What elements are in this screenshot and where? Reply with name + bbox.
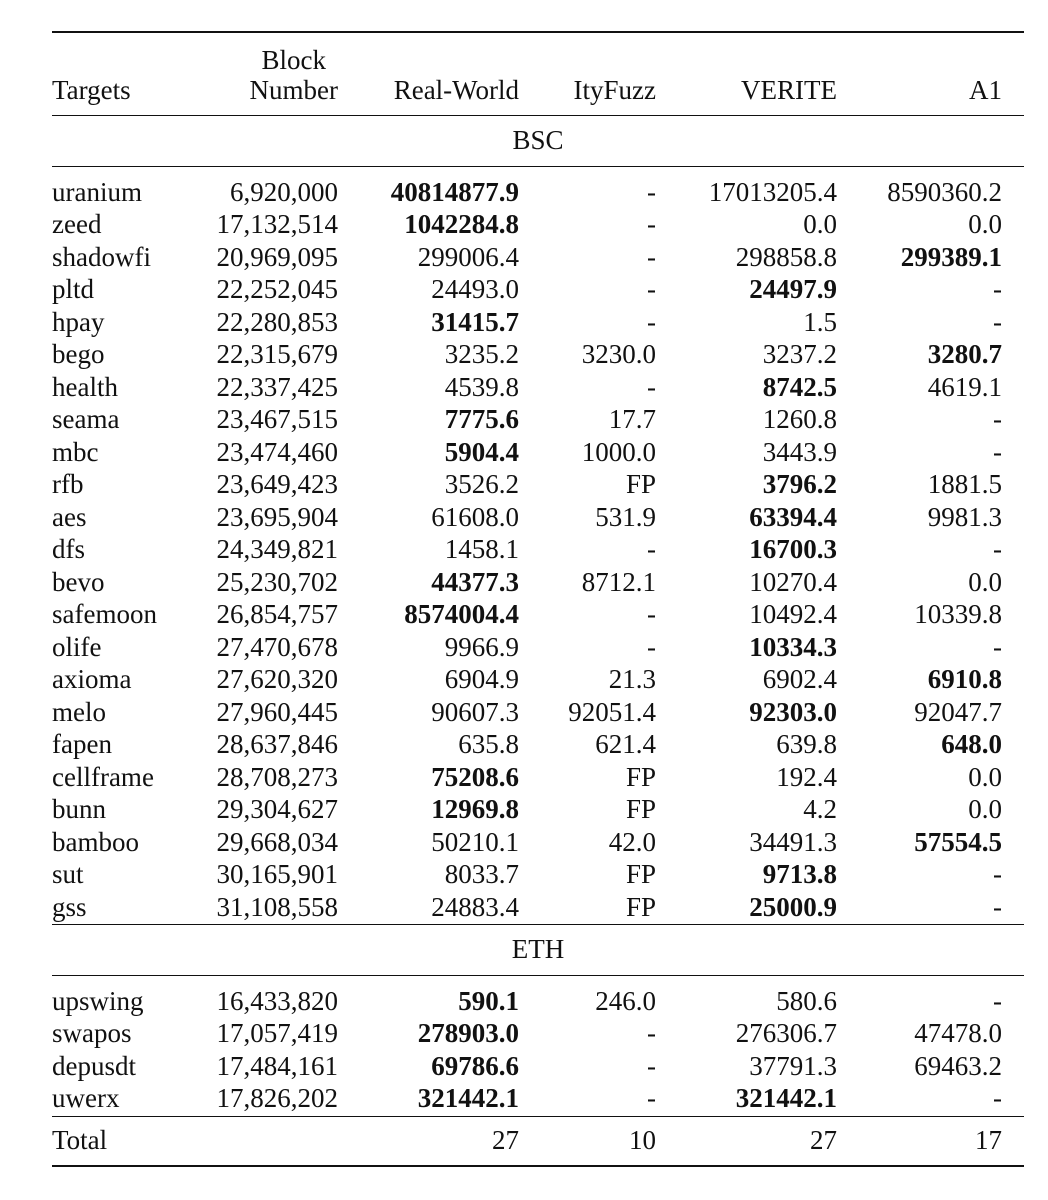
table-row [52, 793, 1024, 826]
cell-target: olife [52, 631, 102, 662]
table-row [52, 631, 1024, 664]
cell-block-number: 22,337,425 [216, 371, 338, 402]
cell-verite: 34491.3 [749, 826, 837, 857]
table-row [52, 566, 1024, 599]
cell-a1: 92047.7 [914, 696, 1002, 727]
cell-ityfuzz: - [647, 1018, 656, 1048]
cell-real-world: 1042284.8 [404, 209, 519, 239]
cell-real-world: 9966.9 [444, 631, 519, 662]
cell-a1: - [993, 859, 1002, 889]
cell-block-number: 23,467,515 [216, 404, 338, 434]
cell-verite: 10334.3 [749, 631, 837, 662]
header-verite: VERITE [741, 75, 837, 105]
cell-a1: 0.0 [968, 794, 1002, 824]
cell-ityfuzz: FP [625, 859, 656, 889]
table-row [52, 306, 1024, 339]
cell-a1: - [993, 631, 1002, 662]
cell-verite: 17013205.4 [708, 176, 837, 207]
cell-target: gss [52, 891, 87, 922]
cell-verite: 3796.2 [762, 469, 837, 499]
cell-target: uranium [52, 176, 142, 207]
cell-block-number: 26,854,757 [216, 599, 338, 629]
cell-target: bevo [52, 566, 105, 597]
table-row [52, 696, 1024, 729]
table-body [52, 116, 1024, 1167]
header-a1: A1 [969, 75, 1002, 105]
cell-target: safemoon [52, 599, 157, 629]
cell-a1: - [993, 306, 1002, 337]
cell-ityfuzz: 621.4 [595, 729, 656, 759]
table-row [52, 728, 1024, 761]
table-row [52, 166, 1024, 208]
cell-a1: 57554.5 [914, 826, 1002, 857]
table-row [52, 663, 1024, 696]
cell-real-world: 3235.2 [444, 339, 519, 369]
cell-block-number: 17,484,161 [216, 1050, 338, 1081]
total-ityfuzz: 10 [629, 1124, 656, 1155]
cell-block-number: 17,132,514 [216, 209, 338, 239]
cell-ityfuzz: - [647, 306, 656, 337]
total-label: Total [52, 1124, 108, 1155]
total-real-world: 27 [492, 1124, 519, 1155]
cell-target: sut [52, 859, 84, 889]
cell-real-world: 69786.6 [431, 1050, 519, 1081]
cell-target: pltd [52, 274, 95, 304]
cell-block-number: 31,108,558 [216, 891, 338, 922]
cell-verite: 1.5 [803, 306, 837, 337]
cell-block-number: 22,280,853 [216, 306, 338, 337]
cell-verite: 16700.3 [749, 534, 837, 564]
cell-verite: 639.8 [776, 729, 837, 759]
table-row [52, 208, 1024, 241]
header-row [52, 32, 1024, 116]
cell-verite: 24497.9 [749, 274, 837, 304]
cell-ityfuzz: 42.0 [608, 826, 656, 857]
cell-block-number: 17,826,202 [216, 1083, 338, 1113]
cell-verite: 25000.9 [749, 891, 837, 922]
cell-real-world: 635.8 [458, 729, 519, 759]
cell-ityfuzz: - [647, 371, 656, 402]
cell-block-number: 16,433,820 [216, 985, 338, 1016]
cell-a1: 9981.3 [927, 501, 1002, 532]
header-ityfuzz: ItyFuzz [573, 75, 656, 105]
cell-target: fapen [52, 729, 112, 759]
cell-target: aes [52, 501, 87, 532]
cell-verite: 92303.0 [749, 696, 837, 727]
cell-real-world: 31415.7 [431, 306, 519, 337]
cell-a1: - [993, 1083, 1002, 1113]
cell-ityfuzz: - [647, 534, 656, 564]
cell-verite: 63394.4 [749, 501, 837, 532]
cell-target: seama [52, 404, 120, 434]
cell-target: axioma [52, 664, 132, 694]
cell-block-number: 23,649,423 [216, 469, 338, 499]
cell-block-number: 30,165,901 [216, 859, 338, 889]
total-block-empty [192, 1116, 338, 1166]
header-block-line2: Number [249, 75, 338, 105]
table-row [52, 826, 1024, 859]
cell-a1: - [993, 404, 1002, 434]
cell-real-world: 50210.1 [431, 826, 519, 857]
cell-a1: 1881.5 [927, 469, 1002, 499]
cell-ityfuzz: FP [625, 794, 656, 824]
cell-ityfuzz: 8712.1 [581, 566, 656, 597]
cell-verite: 580.6 [776, 985, 837, 1016]
cell-a1: - [993, 891, 1002, 922]
cell-ityfuzz: 21.3 [608, 664, 656, 694]
cell-block-number: 27,960,445 [216, 696, 338, 727]
cell-verite: 9713.8 [762, 859, 837, 889]
total-a1: 17 [975, 1124, 1002, 1155]
cell-target: upswing [52, 985, 144, 1016]
cell-ityfuzz: FP [625, 761, 656, 792]
table-row [52, 403, 1024, 436]
cell-real-world: 40814877.9 [390, 176, 519, 207]
cell-ityfuzz: 1000.0 [581, 436, 656, 467]
cell-target: dfs [52, 534, 85, 564]
cell-a1: 648.0 [941, 729, 1002, 759]
table-row [52, 371, 1024, 404]
cell-a1: - [993, 534, 1002, 564]
cell-block-number: 23,474,460 [216, 436, 338, 467]
cell-ityfuzz: 246.0 [595, 985, 656, 1016]
cell-block-number: 27,470,678 [216, 631, 338, 662]
cell-verite: 3443.9 [762, 436, 837, 467]
cell-target: mbc [52, 436, 99, 467]
cell-a1: 0.0 [968, 209, 1002, 239]
table-row [52, 468, 1024, 501]
cell-block-number: 28,637,846 [216, 729, 338, 759]
cell-block-number: 22,315,679 [216, 339, 338, 369]
cell-target: cellframe [52, 761, 154, 792]
cell-ityfuzz: 92051.4 [568, 696, 656, 727]
cell-target: melo [52, 696, 106, 727]
cell-ityfuzz: - [647, 599, 656, 629]
cell-block-number: 25,230,702 [216, 566, 338, 597]
cell-verite: 0.0 [803, 209, 837, 239]
cell-target: swapos [52, 1018, 132, 1048]
table-row [52, 975, 1024, 1017]
cell-target: bunn [52, 794, 106, 824]
cell-a1: 4619.1 [927, 371, 1002, 402]
results-table-container [52, 31, 1024, 1167]
cell-verite: 321442.1 [735, 1083, 837, 1113]
cell-real-world: 278903.0 [417, 1018, 519, 1048]
cell-a1: 0.0 [968, 761, 1002, 792]
cell-verite: 4.2 [803, 794, 837, 824]
cell-block-number: 24,349,821 [216, 534, 338, 564]
header-block-line1: Block [261, 45, 326, 75]
cell-real-world: 8574004.4 [404, 599, 519, 629]
cell-real-world: 6904.9 [444, 664, 519, 694]
cell-verite: 3237.2 [762, 339, 837, 369]
cell-ityfuzz: 17.7 [608, 404, 656, 434]
cell-verite: 10270.4 [749, 566, 837, 597]
section-header-row [52, 925, 1024, 976]
cell-real-world: 1458.1 [444, 534, 519, 564]
cell-target: shadowfi [52, 241, 151, 272]
cell-verite: 192.4 [776, 761, 837, 792]
table-row [52, 338, 1024, 371]
cell-block-number: 17,057,419 [216, 1018, 338, 1048]
cell-ityfuzz: - [647, 1083, 656, 1113]
cell-block-number: 27,620,320 [216, 664, 338, 694]
cell-a1: 8590360.2 [887, 176, 1002, 207]
cell-target: health [52, 371, 118, 402]
table-row [52, 533, 1024, 566]
total-row [52, 1116, 1024, 1166]
cell-block-number: 20,969,095 [216, 241, 338, 272]
cell-target: zeed [52, 209, 102, 239]
cell-ityfuzz: - [647, 274, 656, 304]
cell-verite: 8742.5 [762, 371, 837, 402]
cell-a1: 47478.0 [914, 1018, 1002, 1048]
section-label: ETH [511, 934, 565, 964]
cell-a1: 3280.7 [927, 339, 1002, 369]
cell-target: rfb [52, 469, 84, 499]
cell-a1: 6910.8 [927, 664, 1002, 694]
cell-block-number: 29,304,627 [216, 794, 338, 824]
cell-real-world: 44377.3 [431, 566, 519, 597]
cell-real-world: 75208.6 [431, 761, 519, 792]
cell-block-number: 29,668,034 [216, 826, 338, 857]
cell-real-world: 590.1 [458, 985, 519, 1016]
cell-ityfuzz: - [647, 631, 656, 662]
cell-real-world: 4539.8 [444, 371, 519, 402]
cell-a1: 0.0 [968, 566, 1002, 597]
cell-real-world: 61608.0 [431, 501, 519, 532]
cell-a1: 299389.1 [900, 241, 1002, 272]
cell-target: bamboo [52, 826, 139, 857]
cell-verite: 276306.7 [735, 1018, 837, 1048]
cell-ityfuzz: 3230.0 [581, 339, 656, 369]
section-header-row [52, 116, 1024, 167]
cell-real-world: 7775.6 [444, 404, 519, 434]
cell-real-world: 321442.1 [417, 1083, 519, 1113]
table-row [52, 598, 1024, 631]
cell-verite: 298858.8 [735, 241, 837, 272]
cell-real-world: 5904.4 [444, 436, 519, 467]
cell-ityfuzz: - [647, 176, 656, 207]
cell-a1: - [993, 436, 1002, 467]
table-row [52, 761, 1024, 794]
header-targets: Targets [52, 75, 131, 105]
table-row [52, 1017, 1024, 1050]
cell-ityfuzz: FP [625, 891, 656, 922]
table-row [52, 1082, 1024, 1116]
table-row [52, 436, 1024, 469]
cell-a1: - [993, 985, 1002, 1016]
header-real-world: Real-World [393, 75, 519, 105]
cell-real-world: 24883.4 [431, 891, 519, 922]
table-row [52, 241, 1024, 274]
header-block-number [192, 32, 338, 116]
cell-a1: 69463.2 [914, 1050, 1002, 1081]
cell-target: hpay [52, 306, 105, 337]
cell-real-world: 90607.3 [431, 696, 519, 727]
cell-target: bego [52, 339, 105, 369]
cell-ityfuzz: FP [625, 469, 656, 499]
cell-real-world: 299006.4 [417, 241, 519, 272]
table-row [52, 891, 1024, 925]
cell-verite: 1260.8 [762, 404, 837, 434]
cell-real-world: 8033.7 [444, 859, 519, 889]
cell-target: depusdt [52, 1050, 136, 1081]
cell-real-world: 24493.0 [431, 274, 519, 304]
cell-a1: - [993, 274, 1002, 304]
total-verite: 27 [810, 1124, 837, 1155]
table-row [52, 858, 1024, 891]
cell-ityfuzz: - [647, 209, 656, 239]
cell-verite: 10492.4 [749, 599, 837, 629]
table-row [52, 273, 1024, 306]
cell-real-world: 12969.8 [431, 794, 519, 824]
cell-ityfuzz: - [647, 241, 656, 272]
cell-real-world: 3526.2 [444, 469, 519, 499]
results-table [52, 31, 1024, 1167]
cell-block-number: 22,252,045 [216, 274, 338, 304]
cell-ityfuzz: 531.9 [595, 501, 656, 532]
section-label: BSC [512, 125, 564, 155]
table-row [52, 1050, 1024, 1083]
table-row [52, 501, 1024, 534]
cell-ityfuzz: - [647, 1050, 656, 1081]
cell-block-number: 23,695,904 [216, 501, 338, 532]
cell-verite: 6902.4 [762, 664, 837, 694]
cell-target: uwerx [52, 1083, 120, 1113]
cell-verite: 37791.3 [749, 1050, 837, 1081]
cell-a1: 10339.8 [914, 599, 1002, 629]
cell-block-number: 28,708,273 [216, 761, 338, 792]
cell-block-number: 6,920,000 [230, 176, 338, 207]
